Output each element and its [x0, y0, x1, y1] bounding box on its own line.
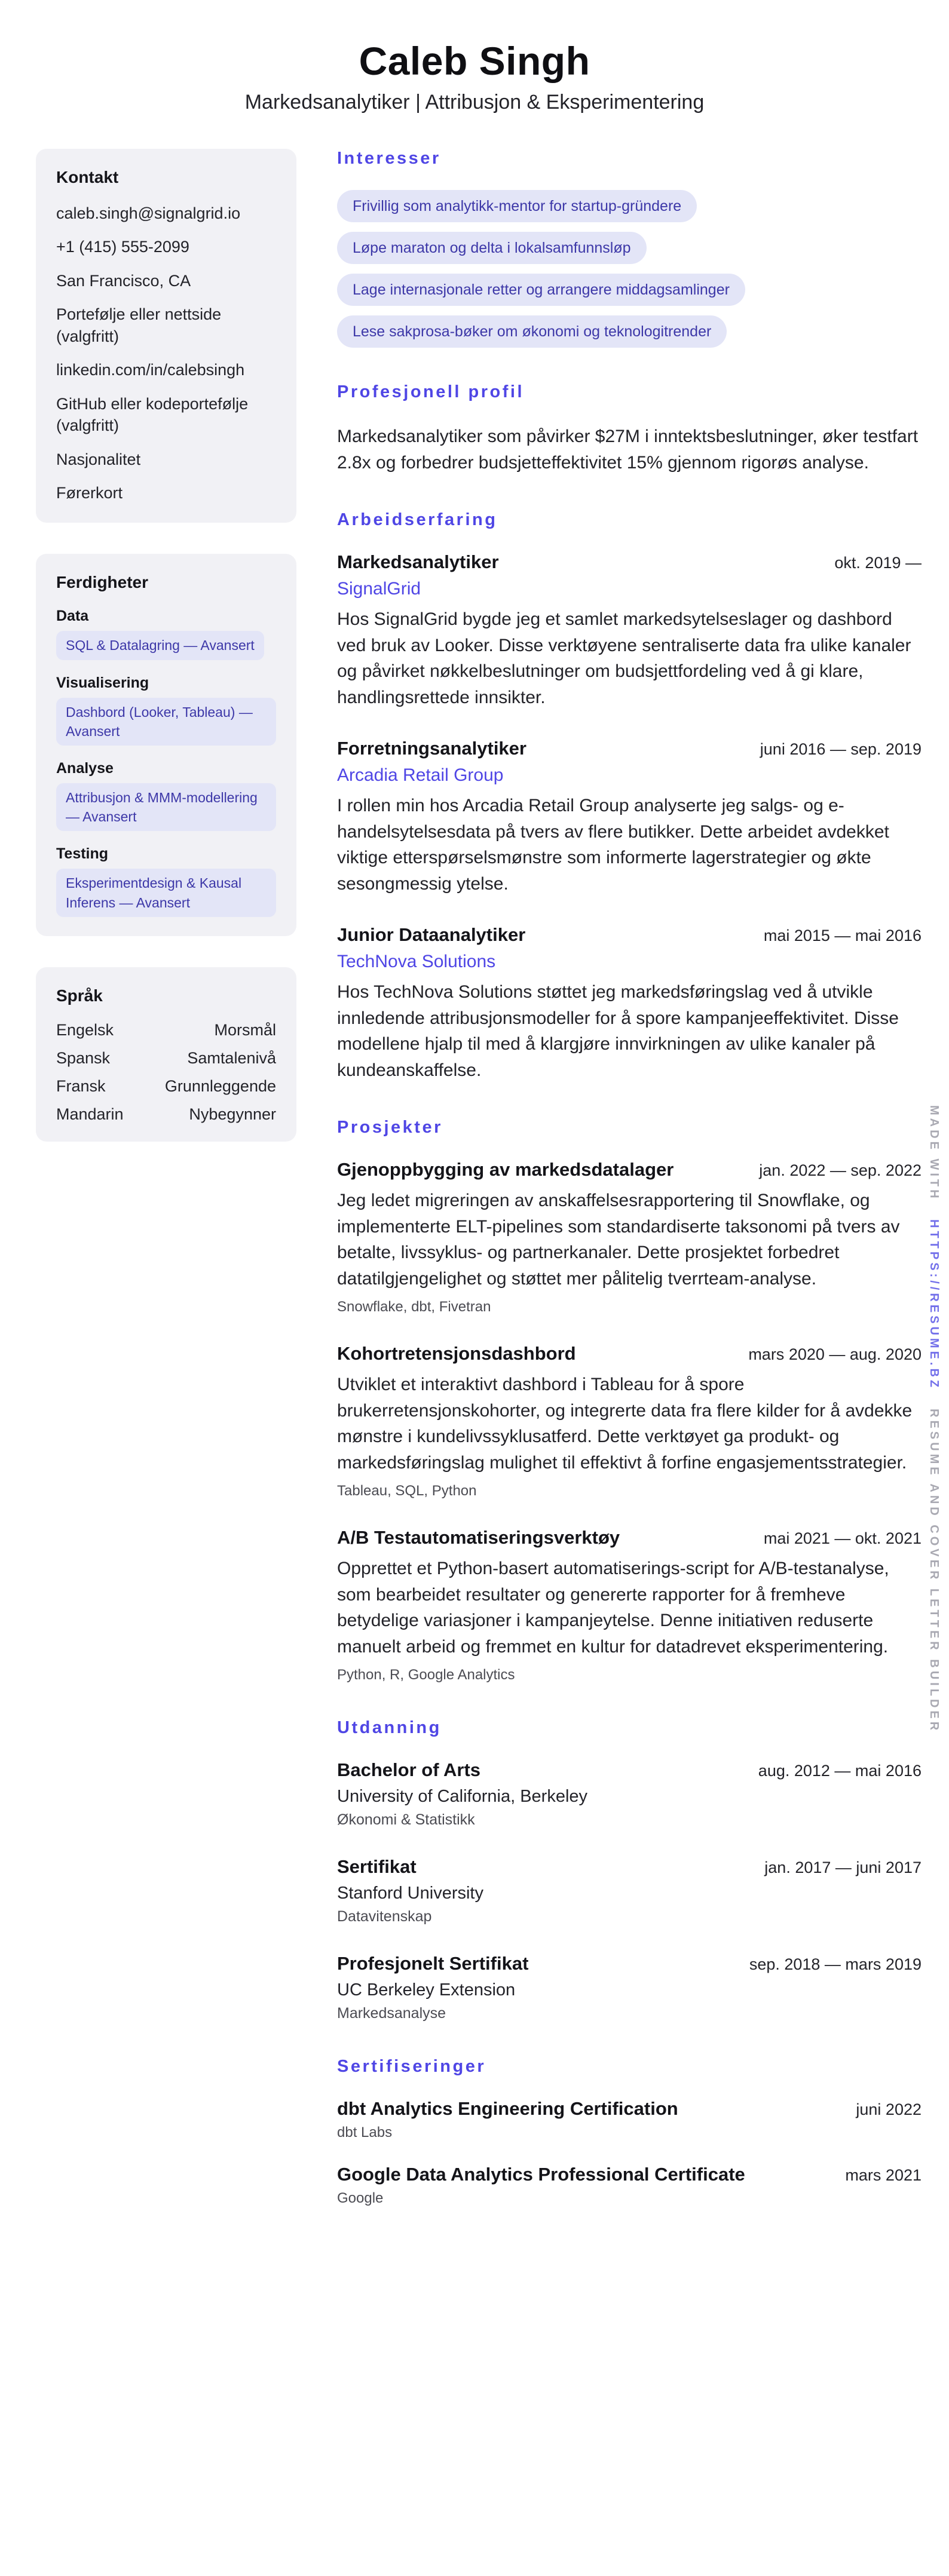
experience-entry — [337, 551, 922, 710]
school-name: Stanford University — [337, 1884, 483, 1903]
skill-pill: Eksperimentdesign & Kausal Inferens — Avansert — [56, 869, 276, 916]
education-entry-head — [337, 1856, 922, 1878]
company-name: Arcadia Retail Group — [337, 765, 504, 785]
job-date: mai 2015 — mai 2016 — [763, 927, 922, 944]
interests-heading: Interesser — [337, 149, 441, 168]
skill-pill: SQL & Datalagring — Avansert — [56, 631, 264, 660]
project-date: jan. 2022 — sep. 2022 — [759, 1161, 922, 1179]
job-description: Hos TechNova Solutions støttet jeg markedsføringslag ved å utvikle innledende attribusjonsmodeller for å spore kampanjeeffektivitet. Disse modellene hjalp til med å klargjøre innvirkningen av ulike kanaler på kundeanskaffelse. — [337, 982, 899, 1080]
project-description: Utviklet et interaktivt dashbord i Tableau for å spore brukerretensjonskohorter, og integrerte data fra flere kilder for å avdekke mønstre i kundelivssyklusatferd. Dette verktøyet ga produkt- og markedsføringslag mulighet til effektivt å forfine engasjementsstrategier. — [337, 1375, 913, 1473]
project-date: mars 2020 — aug. 2020 — [748, 1345, 922, 1363]
interest-pill: Lage internasjonale retter og arrangere middagsamlinger — [337, 274, 745, 306]
project-tech: Tableau, SQL, Python — [337, 1483, 477, 1499]
languages-heading: Språk — [56, 986, 103, 1005]
language-name: Mandarin — [56, 1105, 124, 1123]
education-date: jan. 2017 — juni 2017 — [764, 1859, 922, 1876]
education-entry-head — [337, 1953, 922, 1974]
job-description: I rollen min hos Arcadia Retail Group analyserte jeg salgs- og e-handelsytelsesdata på tvers av flere butikker. Dette arbeidet avdekket viktige etterspørselsmønstre som informerte lagerstrategier og økte sesongmessig ytelse. — [337, 796, 889, 894]
language-row — [56, 1049, 276, 1068]
candidate-title: Markedsanalytiker | Attribusjon & Eksperimentering — [244, 91, 705, 114]
certification-entry — [337, 2098, 922, 2141]
watermark — [927, 1099, 941, 1739]
projects-heading: Prosjekter — [337, 1118, 443, 1137]
certification-entry — [337, 2164, 922, 2207]
language-row — [56, 1077, 276, 1096]
skill-category-label: Testing — [56, 845, 109, 863]
education-entry — [337, 1856, 922, 1925]
skill-group — [56, 674, 276, 746]
certification-date: juni 2022 — [856, 2100, 922, 2118]
watermark-suffix: RESUME AND COVER LETTER BUILDER — [927, 1408, 941, 1733]
certification-entry-head — [337, 2164, 922, 2185]
degree-title: Bachelor of Arts — [337, 1759, 481, 1780]
skill-group — [56, 845, 276, 916]
job-description: Hos SignalGrid bygde jeg et samlet markedsytelseslager og dashbord ved bruk av Looker. Disse verktøyene sentraliserte data fra ulike kanaler og påvirket nøkkelbeslutninger om budsjettfordeling ved å gi klare, handlingsrettede innsikter. — [337, 609, 911, 707]
experience-entry-head — [337, 924, 922, 946]
skill-pill: Attribusjon & MMM-modellering — Avansert — [56, 783, 276, 831]
job-title: Markedsanalytiker — [337, 551, 499, 572]
section-projects — [337, 1118, 922, 1683]
skill-pill: Dashbord (Looker, Tableau) — Avansert — [56, 698, 276, 746]
language-name: Engelsk — [56, 1020, 114, 1039]
project-entry — [337, 1343, 922, 1499]
skill-category-label: Analyse — [56, 759, 114, 777]
main-column — [337, 149, 922, 2241]
field-of-study: Datavitenskap — [337, 1908, 432, 1925]
company-name: SignalGrid — [337, 579, 421, 599]
skill-category-label: Visualisering — [56, 674, 149, 691]
project-entry-head — [337, 1159, 922, 1180]
degree-title: Profesjonelt Sertifikat — [337, 1953, 529, 1974]
section-experience — [337, 510, 922, 1083]
school-name: University of California, Berkeley — [337, 1787, 588, 1806]
education-entry — [337, 1953, 922, 2022]
watermark-resume-bz-link[interactable]: HTTPS://RESUME.BZ — [927, 1219, 941, 1391]
project-tech: Snowflake, dbt, Fivetran — [337, 1299, 491, 1315]
watermark-prefix: MADE WITH — [927, 1105, 941, 1201]
degree-title: Sertifikat — [337, 1856, 417, 1877]
project-entry — [337, 1159, 922, 1315]
contact-phone: +1 (415) 555-2099 — [56, 238, 189, 256]
company-name: TechNova Solutions — [337, 952, 496, 971]
skill-group — [56, 760, 276, 831]
interest-pill: Frivillig som analytikk-mentor for startup-gründere — [337, 190, 697, 222]
education-date: aug. 2012 — mai 2016 — [758, 1762, 922, 1780]
project-entry-head — [337, 1527, 922, 1548]
candidate-name: Caleb Singh — [359, 39, 590, 83]
experience-entry — [337, 924, 922, 1083]
language-level: Morsmål — [214, 1020, 276, 1039]
contact-nationality: Nasjonalitet — [56, 450, 141, 468]
project-entry — [337, 1527, 922, 1683]
school-name: UC Berkeley Extension — [337, 1980, 516, 2000]
profile-text: Markedsanalytiker som påvirker $27M i inntektsbeslutninger, øker testfart 2.8x og forbedrer budsjetteffektivitet 15% gjennom rigorøs analyse. — [337, 427, 919, 473]
experience-entry-head — [337, 551, 922, 573]
project-title: Gjenoppbygging av markedsdatalager — [337, 1159, 674, 1180]
certification-issuer: Google — [337, 2190, 384, 2206]
project-entry-head — [337, 1343, 922, 1364]
contact-linkedin: linkedin.com/in/calebsingh — [56, 361, 245, 379]
language-name: Fransk — [56, 1077, 106, 1095]
sidebar — [36, 149, 296, 1173]
education-heading: Utdanning — [337, 1718, 442, 1737]
certification-date: mars 2021 — [845, 2166, 922, 2184]
experience-entry-head — [337, 738, 922, 759]
resume-header — [0, 38, 949, 114]
contact-github: GitHub eller kodeportefølje (valgfritt) — [56, 394, 249, 435]
interest-pill: Lese sakprosa-bøker om økonomi og teknologitrender — [337, 315, 727, 348]
contact-drivers-license: Førerkort — [56, 483, 123, 502]
contact-heading: Kontakt — [56, 168, 119, 186]
certification-name: Google Data Analytics Professional Certificate — [337, 2164, 745, 2185]
certifications-heading: Sertifiseringer — [337, 2057, 486, 2076]
project-title: Kohortretensjonsdashbord — [337, 1343, 576, 1364]
content-columns — [0, 149, 949, 2241]
project-description: Jeg ledet migreringen av anskaffelsesrapportering til Snowflake, og implementerte ELT-pipelines som standardiserte taksonomi på tvers av betalte, livssyklus- og partnerkanaler. Dette prosjektet forbedret datatilgjengelighet og støttet mer pålitelig tverrteam-analyse. — [337, 1191, 900, 1289]
project-description: Opprettet et Python-basert automatiserings-script for A/B-testanalyse, som bearbeidet resultater og genererte rapporter for å fremheve betydelige variasjoner i kampanjeytelse. Denne initiativen reduserte manuelt arbeid og fremmet en kultur for datadrevet eksperimentering. — [337, 1559, 889, 1657]
contact-portfolio: Portefølje eller nettside (valgfritt) — [56, 305, 222, 345]
language-level: Samtalenivå — [187, 1048, 276, 1067]
field-of-study: Økonomi & Statistikk — [337, 1811, 475, 1828]
certification-entry-head — [337, 2098, 922, 2120]
language-row — [56, 1105, 276, 1124]
section-interests — [337, 149, 922, 348]
interest-pill: Løpe maraton og delta i lokalsamfunnsløp — [337, 232, 647, 264]
language-row — [56, 1021, 276, 1039]
education-entry — [337, 1759, 922, 1829]
skills-heading: Ferdigheter — [56, 573, 149, 592]
profile-heading: Profesjonell profil — [337, 382, 525, 401]
job-date: juni 2016 — sep. 2019 — [760, 740, 922, 758]
job-title: Junior Dataanalytiker — [337, 924, 526, 945]
language-level: Nybegynner — [189, 1105, 276, 1123]
skill-category-label: Data — [56, 608, 89, 625]
section-education — [337, 1718, 922, 2022]
experience-heading: Arbeidserfaring — [337, 510, 498, 529]
field-of-study: Markedsanalyse — [337, 2005, 446, 2022]
education-entry-head — [337, 1759, 922, 1781]
language-level: Grunnleggende — [164, 1077, 276, 1095]
contact-box — [36, 149, 296, 523]
language-name: Spansk — [56, 1048, 111, 1067]
job-title: Forretningsanalytiker — [337, 738, 526, 759]
job-date: okt. 2019 — — [834, 554, 922, 572]
skills-box — [36, 554, 296, 936]
project-tech: Python, R, Google Analytics — [337, 1667, 515, 1683]
project-date: mai 2021 — okt. 2021 — [763, 1529, 922, 1547]
languages-box — [36, 967, 296, 1142]
education-date: sep. 2018 — mars 2019 — [749, 1955, 922, 1973]
experience-entry — [337, 738, 922, 897]
contact-email: caleb.singh@signalgrid.io — [56, 204, 241, 222]
section-profile — [337, 382, 922, 476]
certification-issuer: dbt Labs — [337, 2124, 393, 2140]
contact-location: San Francisco, CA — [56, 271, 191, 290]
skill-group — [56, 608, 276, 660]
certification-name: dbt Analytics Engineering Certification — [337, 2098, 678, 2119]
project-title: A/B Testautomatiseringsverktøy — [337, 1527, 620, 1548]
section-certifications — [337, 2057, 922, 2207]
